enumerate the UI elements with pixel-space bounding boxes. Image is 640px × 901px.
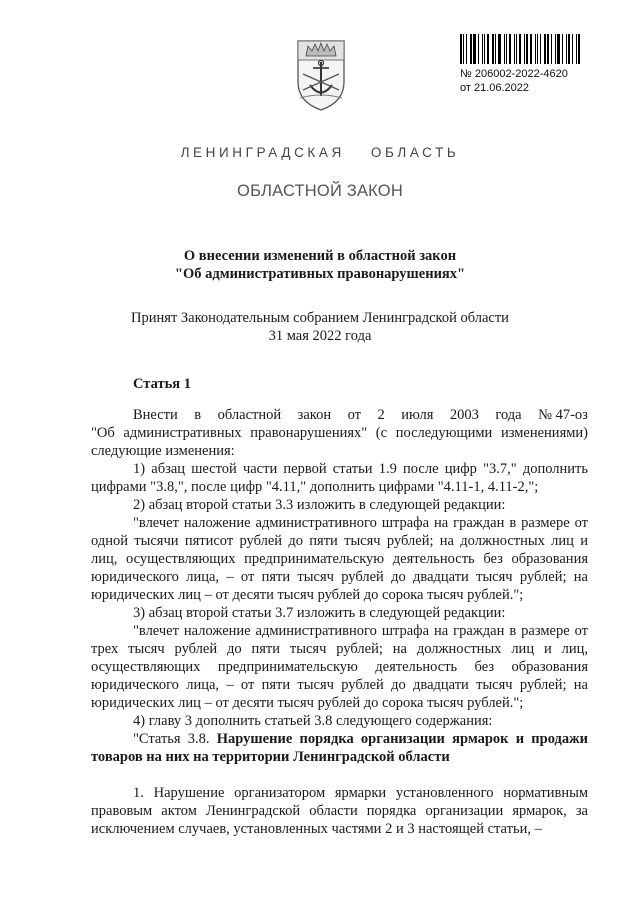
paragraph: 3) абзац второй статьи 3.7 изложить в следующей редакции: bbox=[133, 605, 506, 621]
new-article-heading bbox=[91, 730, 588, 766]
barcode-icon bbox=[460, 34, 582, 64]
registration-number: № 206002-2022-4620 bbox=[460, 68, 568, 80]
paragraph: "влечет наложение административного штрафа на граждан в размере от одной тысячи пятисот рублей до пяти тысяч рублей; на должностных лиц и лиц, осуществляющих предпринимательскую деятельность без образования юридического лица, – от пяти тысяч рублей до двадцати тысяч рублей; на юридических лиц – от десяти тысяч рублей до сорока тысяч рублей."; bbox=[91, 515, 588, 603]
law-title-line-1: О внесении изменений в областной закон bbox=[183, 248, 457, 264]
intro-word: № 47-оз bbox=[538, 407, 588, 423]
new-article-prefix: "Статья 3.8. bbox=[133, 731, 217, 747]
intro-word: закон bbox=[297, 407, 332, 423]
intro-word: 2003 bbox=[449, 407, 479, 423]
intro-line bbox=[91, 406, 588, 424]
intro-word: областной bbox=[217, 407, 282, 423]
law-title-line-2: "Об административных правонарушениях" bbox=[174, 266, 466, 282]
intro-word: от bbox=[347, 407, 361, 423]
intro-word: года bbox=[495, 407, 522, 423]
paragraph: 2) абзац второй статьи 3.3 изложить в следующей редакции: bbox=[133, 497, 506, 513]
article-heading: Статья 1 bbox=[133, 376, 191, 392]
coat-of-arms-icon bbox=[295, 38, 347, 112]
intro-word: в bbox=[194, 407, 202, 423]
registration-date: от 21.06.2022 bbox=[460, 82, 530, 94]
intro-word: Внести bbox=[133, 407, 178, 423]
paragraph: "влечет наложение административного штрафа на граждан в размере от трех тысяч рублей до пяти тысяч рублей; на должностных лиц и лиц, осуществляющих предпринимательскую деятельность без образования юридического лица, – от пяти тысяч рублей до двадцати тысяч рублей; на юридических лиц – от десяти тысяч рублей до сорока тысяч рублей."; bbox=[91, 623, 588, 711]
law-title bbox=[0, 247, 640, 283]
adoption-date: 31 мая 2022 года bbox=[268, 328, 372, 344]
law-type: ОБЛАСТНОЙ ЗАКОН bbox=[237, 182, 403, 200]
region-word-2: ОБЛАСТЬ bbox=[370, 145, 460, 160]
article-body bbox=[91, 406, 588, 838]
adoption-line-1: Принят Законодательным собранием Ленинградской области bbox=[131, 310, 509, 326]
region-word-1: ЛЕНИНГРАДСКАЯ bbox=[180, 145, 345, 160]
new-article-title: Нарушение порядка организации ярмарок и продажи товаров на них на территории Ленинградской области bbox=[91, 731, 589, 765]
paragraph: "Об административных правонарушениях" (с последующими изменениями) следующие изменения: bbox=[91, 425, 588, 459]
point-1: 1. Нарушение организатором ярмарки установленного нормативным правовым актом Ленинградской области порядка организации ярмарок, за исключением случаев, установленных частями 2 и 3 настоящей статьи, – bbox=[91, 785, 588, 837]
intro-word: июля bbox=[401, 407, 434, 423]
adoption-info bbox=[0, 309, 640, 345]
region-name bbox=[0, 145, 640, 160]
registration-stamp bbox=[460, 67, 568, 95]
paragraph: 4) главу 3 дополнить статьей 3.8 следующего содержания: bbox=[133, 713, 493, 729]
intro-word: 2 bbox=[377, 407, 385, 423]
paragraph: 1) абзац шестой части первой статьи 1.9 после цифр "3.7," дополнить цифрами "3.8,", после цифр "4.11," дополнить цифрами "4.11-1, 4.11-2,"; bbox=[91, 461, 588, 495]
